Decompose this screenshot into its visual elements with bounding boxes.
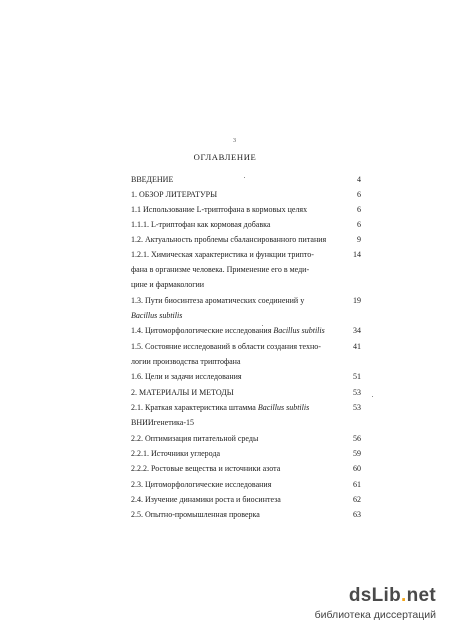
toc-entry bbox=[131, 401, 361, 415]
toc-entry-page: 60 bbox=[353, 464, 361, 473]
toc-entry-title: 2.4. Изучение динамики роста и биосинтеза bbox=[131, 495, 281, 504]
toc-entry-title: фана в организме человека. Применение его в меди- bbox=[131, 265, 310, 274]
toc-entry-page: 19 bbox=[353, 296, 361, 305]
toc-entry-page: 6 bbox=[357, 205, 361, 214]
toc-entry-page: 56 bbox=[353, 434, 361, 443]
toc-entry bbox=[131, 355, 361, 369]
toc-entry bbox=[131, 508, 361, 522]
toc-entry-page: 34 bbox=[353, 326, 361, 335]
toc-entry-italic: Bacillus subtilis bbox=[131, 311, 183, 320]
watermark-logo: dsLib.net bbox=[348, 585, 436, 606]
toc-entry bbox=[131, 462, 361, 476]
toc-entry-page: 51 bbox=[353, 372, 361, 381]
toc-entry-title: 2.2. Оптимизация питательной среды bbox=[131, 434, 259, 443]
toc-entry bbox=[131, 386, 361, 400]
toc-entry-page: 9 bbox=[357, 235, 361, 244]
toc-entry-title: 1.4. Цитоморфологические исследования Bacillus subtilis bbox=[131, 326, 325, 335]
toc-entry bbox=[131, 218, 361, 232]
toc-entry-title: 1.2. Актуальность проблемы сбалансированного питания bbox=[131, 235, 327, 244]
toc-entry bbox=[131, 324, 361, 338]
toc-entry-title: цине и фармакологии bbox=[131, 280, 205, 289]
toc-entry-page: 4 bbox=[357, 175, 361, 184]
toc-entry-page: 53 bbox=[353, 403, 361, 412]
toc-entry-page: 61 bbox=[353, 480, 361, 489]
toc-entry bbox=[131, 432, 361, 446]
toc-entry-title: 1.5. Состояние исследований в области создания техно- bbox=[131, 342, 321, 351]
toc-entry bbox=[131, 340, 361, 354]
toc-entry-title: 2.1. Краткая характеристика штамма Bacillus subtilis bbox=[131, 403, 310, 412]
toc-entry bbox=[131, 173, 361, 187]
toc-entry-title: 2.3. Цитоморфологические исследования bbox=[131, 480, 272, 489]
toc-entry-title: ВВЕДЕНИЕ bbox=[131, 175, 174, 184]
toc-entry bbox=[131, 188, 361, 202]
toc-entry bbox=[131, 278, 361, 292]
page-number: 3 bbox=[233, 138, 236, 144]
toc-entry-page: 41 bbox=[353, 342, 361, 351]
scan-speck bbox=[262, 325, 263, 326]
toc-entry-title bbox=[131, 309, 182, 323]
scan-speck bbox=[244, 177, 245, 178]
toc-entry-page: 62 bbox=[353, 495, 361, 504]
toc-entry-page: 6 bbox=[357, 190, 361, 199]
toc-entry-title: 1.3. Пути биосинтеза ароматических соединений у bbox=[131, 296, 305, 305]
toc-entry bbox=[131, 447, 361, 461]
watermark-subtitle: библиотека диссертаций bbox=[314, 609, 436, 621]
toc-entry-page: 53 bbox=[353, 388, 361, 397]
toc-entry bbox=[131, 370, 361, 384]
toc-entry-page: 14 bbox=[353, 250, 361, 259]
toc-entry-page: 6 bbox=[357, 220, 361, 229]
toc-entry-title: логии производства триптофана bbox=[131, 357, 241, 366]
toc-entry bbox=[131, 416, 361, 430]
toc-entry bbox=[131, 478, 361, 492]
toc-entry bbox=[131, 294, 361, 308]
toc-entry-title: 1.6. Цели и задачи исследования bbox=[131, 372, 242, 381]
toc-entry-title: 1.1.1. L-триптофан как кормовая добавка bbox=[131, 220, 271, 229]
scan-speck bbox=[372, 396, 373, 397]
toc-entry bbox=[131, 309, 361, 323]
toc-entry-title: 2.2.2. Ростовые вещества и источники азота bbox=[131, 464, 281, 473]
toc-entry bbox=[131, 233, 361, 247]
toc-entry-title: ВНИИгенетика-15 bbox=[131, 418, 194, 427]
toc-entry-page: 63 bbox=[353, 510, 361, 519]
toc-entry-italic: Bacillus subtilis bbox=[273, 326, 325, 335]
toc-entry bbox=[131, 263, 361, 277]
toc-entry-page: 59 bbox=[353, 449, 361, 458]
toc-entry-title: 2.5. Опытно-промышленная проверка bbox=[131, 510, 260, 519]
toc-entry-title: 2.2.1. Источники углерода bbox=[131, 449, 221, 458]
toc-entry bbox=[131, 203, 361, 217]
toc-entry-italic: Bacillus subtilis bbox=[257, 403, 310, 412]
toc-entry bbox=[131, 248, 361, 262]
toc-entry bbox=[131, 493, 361, 507]
watermark bbox=[236, 585, 436, 625]
toc-entry-title: 1.2.1. Химическая характеристика и функции трипто- bbox=[131, 250, 314, 259]
toc-entry-title: 1.1 Использование L-триптофана в кормовых целях bbox=[131, 205, 308, 214]
page-title: ОГЛАВЛЕНИЕ bbox=[193, 152, 257, 162]
toc-entry-title: 1. ОБЗОР ЛИТЕРАТУРЫ bbox=[131, 190, 218, 199]
toc-entry-title: 2. МАТЕРИАЛЫ И МЕТОДЫ bbox=[131, 388, 234, 397]
